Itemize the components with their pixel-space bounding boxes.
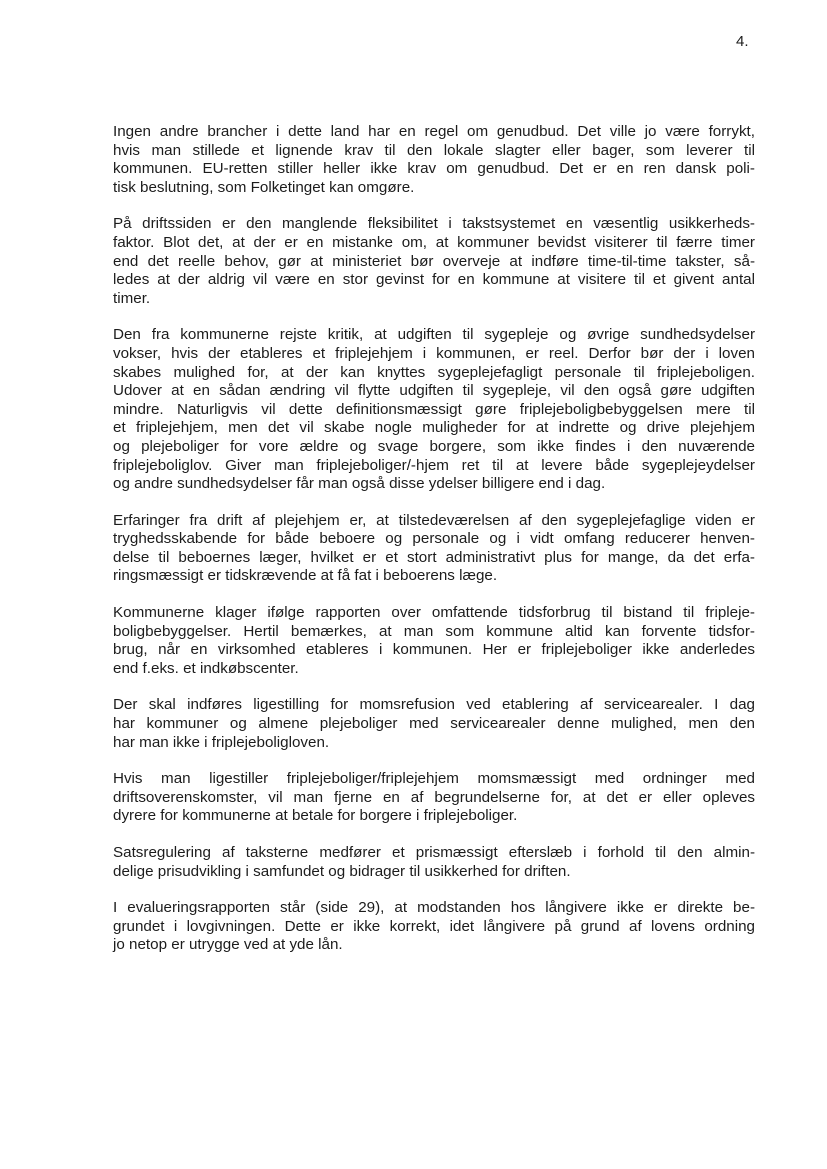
text-line: brug, når en virksomhed etableres i kommunen. Her er friplejeboliger ikke anderledes xyxy=(113,641,755,659)
text-line: friplejeboliglov. Giver man friplejeboliger/-hjem ret til at levere både sygeplejeydelser xyxy=(113,456,755,474)
text-line: har kommuner og almene plejeboliger med servicearealer denne mulighed, men den xyxy=(113,715,755,733)
text-line: På driftssiden er den manglende fleksibilitet i takstsystemet en væsentlig usikkerheds- xyxy=(113,215,755,233)
text-line: end det reelle behov, gør at ministeriet bør overveje at indføre time-til-time takster, så- xyxy=(113,252,755,270)
paragraph-regel-om-genudbud xyxy=(113,123,755,197)
text-line: vokser, hvis der etableres et friplejehjem i kommunen, er reel. Derfor bør der i loven xyxy=(113,344,755,362)
text-line: og plejeboliger for vore ældre og svage borgere, som ikke findes i den nuværende xyxy=(113,437,755,455)
page-number: 4. xyxy=(736,33,749,50)
text-line: timer. xyxy=(113,289,151,307)
text-line: Satsregulering af taksterne medfører et prismæssigt efterslæb i forhold til den almin- xyxy=(113,844,755,861)
paragraph-ligestilling-moms xyxy=(113,770,755,826)
text-line: Kommunerne klager ifølge rapporten over omfattende tidsforbrug til bistand til fripleje- xyxy=(113,604,755,622)
text-line: faktor. Blot det, at der er en mistanke om, at kommuner bevidst visiterer til færre timer xyxy=(113,233,755,251)
text-line: I evalueringsrapporten står (side 29), at modstanden hos långivere ikke er direkte be- xyxy=(113,899,755,917)
text-line: kommunen. EU-retten stiller heller ikke krav om genudbud. Det er en ren dansk poli- xyxy=(113,160,755,178)
text-line: tryghedsskabende for både beboere og personale og i vidt omfang reducerer henven- xyxy=(113,530,755,548)
text-line: har man ikke i friplejeboligloven. xyxy=(113,733,330,751)
text-line: Ingen andre brancher i dette land har en regel om genudbud. Det ville jo være forrykt, xyxy=(113,123,755,140)
text-line: delige prisudvikling i samfundet og bidrager til usikkerhed for driften. xyxy=(113,862,571,880)
text-line: tisk beslutning, som Folketinget kan omgøre. xyxy=(113,178,415,196)
text-line: Udover at en sådan ændring vil flytte udgiften til sygepleje, vil den også gøre udgiften xyxy=(113,382,755,400)
text-line: skabes mulighed for, at der kan knyttes sygeplejefagligt personale til friplejeboligen. xyxy=(113,363,755,381)
paragraph-erfaringer-plejehjem xyxy=(113,512,755,586)
text-line: Erfaringer fra drift af plejehjem er, at tilstedeværelsen af den sygeplejefaglige viden er xyxy=(113,511,755,529)
paragraph-tidsforbrug xyxy=(113,604,755,678)
text-line: og andre sundhedsydelser får man også disse ydelser billigere end i dag. xyxy=(113,475,606,493)
text-line: Der skal indføres ligestilling for momsrefusion ved etablering af servicearealer. I dag xyxy=(113,696,755,714)
text-line: ringsmæssigt er tidskrævende at få fat i beboerens læge. xyxy=(113,567,498,585)
text-line: et friplejehjem, men det vil skabe nogle muligheder for at indrette og drive plejehjem xyxy=(113,419,755,437)
text-line: ledes at der aldrig vil være en stor gevinst for en kommune at visitere til et givent antal xyxy=(113,271,755,289)
text-line: delse til beboernes læger, hvilket er et stort administrativt plus for mange, da det erfa- xyxy=(113,548,755,566)
letter-body xyxy=(113,123,755,955)
paragraph-sygepleje xyxy=(113,326,755,493)
text-line: jo netop er utrygge ved at yde lån. xyxy=(113,936,343,954)
text-line: dyrere for kommunerne at betale for borgere i friplejeboliger. xyxy=(113,807,518,825)
text-line: boligbebyggelser. Hertil bemærkes, at man som kommune altid kan forvente tidsfor- xyxy=(113,622,755,640)
text-line: hvis man stillede et lignende krav til den lokale slagter eller bager, som leverer til xyxy=(113,141,755,159)
paragraph-momsrefusion xyxy=(113,696,755,752)
text-line: Den fra kommunerne rejste kritik, at udgiften til sygepleje og øvrige sundhedsydelser xyxy=(113,326,755,344)
paragraph-evalueringsrapport xyxy=(113,899,755,955)
text-line: driftsoverenskomster, vil man fjerne en af begrundelserne for, at det er eller opleves xyxy=(113,788,755,806)
paragraph-takstsystem xyxy=(113,215,755,308)
text-line: Hvis man ligestiller friplejeboliger/friplejehjem momsmæssigt med ordninger med xyxy=(113,770,755,788)
text-line: grundet i lovgivningen. Dette er ikke korrekt, idet långivere på grund af lovens ordning xyxy=(113,917,755,935)
paragraph-satsregulering xyxy=(113,844,755,881)
text-line: mindre. Naturligvis vil dette definitionsmæssigt gøre friplejeboligbebyggelsen mere til xyxy=(113,400,755,418)
text-line: end f.eks. et indkøbscenter. xyxy=(113,659,299,677)
